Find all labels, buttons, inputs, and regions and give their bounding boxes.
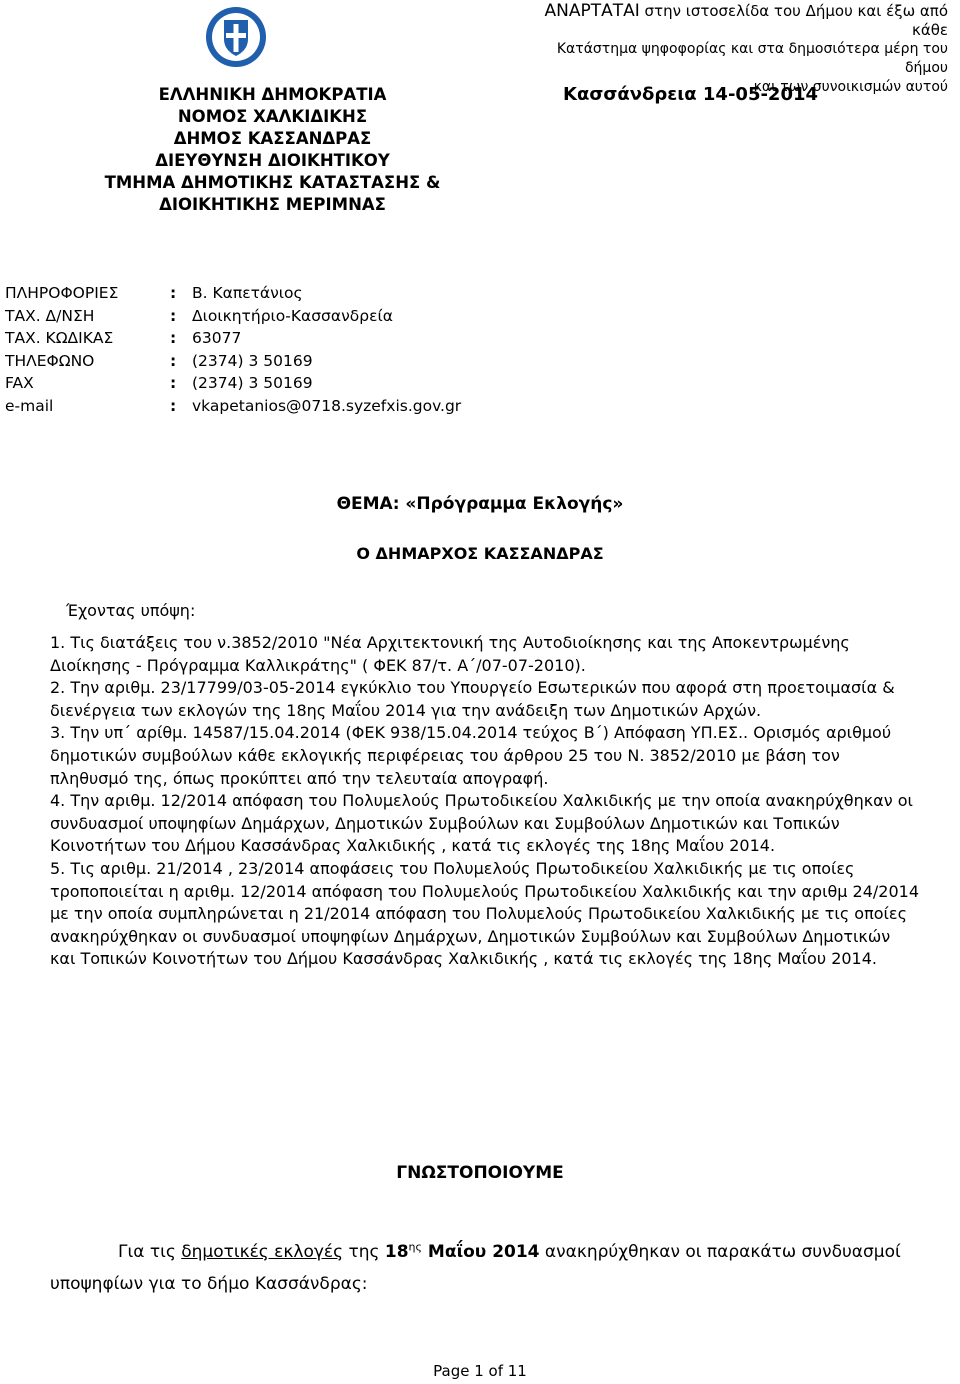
info-value: Διοικητήριο-Κασσανδρεία	[192, 306, 393, 325]
legal-basis-item: 1. Τις διατάξεις του ν.3852/2010 "Νέα Αρχιτεκτονική της Αυτοδιοίκησης και της Αποκεντρωμένης Διοίκησης - Πρόγραμμα Καλλικράτης" ( ΦΕΚ 87/τ. Α΄/07-07-2010).	[50, 633, 850, 675]
election-month: Μαΐου 2014	[421, 1242, 540, 1262]
info-colon: :	[170, 306, 177, 325]
final-text: της	[343, 1242, 385, 1262]
announcement-heading: ΓΝΩΣΤΟΠΟΙΟΥΜΕ	[396, 1163, 564, 1183]
final-line-1	[50, 1236, 960, 1268]
election-day: 18	[384, 1242, 409, 1262]
notice-line3: και των συνοικισμών αυτού	[753, 79, 948, 95]
final-text: Για τις	[118, 1242, 182, 1262]
notice-caps: ΑΝΑΡΤΑΤΑΙ	[544, 1, 640, 21]
posting-notice	[518, 2, 948, 97]
info-label: ΠΛΗΡΟΦΟΡΙΕΣ	[5, 284, 119, 302]
info-colon: :	[170, 284, 177, 302]
final-line-2: υποψηφίων για το δήμο Κασσάνδρας:	[50, 1274, 368, 1294]
greek-emblem-icon	[205, 6, 267, 68]
info-label: e-mail	[5, 396, 54, 415]
info-row	[5, 372, 461, 395]
info-colon: :	[170, 329, 177, 347]
email-value: vkapetanios@0718.syzefxis.gov.gr	[192, 396, 462, 415]
legal-basis-item: 5. Τις αριθμ. 21/2014 , 23/2014 αποφάσεις του Πολυμελούς Πρωτοδικείου Χαλκιδικής με τις οποίες τροποποιείται η αριθμ. 12/2014 απόφαση του Πολυμελούς Πρωτοδικείου Χαλκιδικής και την αριθμ 24/2014 με την οποία συμπληρώνεται η 21/2014 απόφαση του Πολυμελούς Πρωτοδικείου Χαλκιδικής με τις οποίες ανακηρύχθηκαν οι συνδυασμοί υποψηφίων Δημάρχων, Δημοτικών Συμβούλων και Συμβούλων Δημοτικών και Τοπικών Κοινοτήτων του Δήμου Κασσάνδρας Χαλκιδικής , κατά τις εκλογές της 18ης Μαΐου 2014.	[50, 858, 920, 969]
info-label: ΤΑΧ. Δ/ΝΣΗ	[5, 306, 95, 325]
info-value: 63077	[192, 329, 242, 347]
contact-info	[5, 282, 461, 417]
info-colon: :	[170, 351, 177, 370]
info-row	[5, 350, 461, 373]
info-value: Β. Καπετάνιος	[192, 284, 303, 302]
header-line: ΔΗΜΟΣ ΚΑΣΣΑΝΔΡΑΣ	[173, 129, 372, 148]
info-row	[5, 305, 461, 328]
info-row	[5, 327, 461, 350]
legal-basis-item: 2. Την αριθμ. 23/17799/03-05-2014 εγκύκλιο του Υπουργείο Εσωτερικών που αφορά στη προετοιμασία & διενέργεια των εκλογών της 18ης Μαΐου 2014 για την ανάδειξη των Δημοτικών Αρχών.	[50, 678, 895, 720]
info-value: (2374) 3 50169	[192, 351, 313, 370]
legal-basis-item: 4. Την αριθμ. 12/2014 απόφαση του Πολυμελούς Πρωτοδικείου Χαλκιδικής με την οποία ανακηρύχθηκαν οι συνδυασμοί υποψηφίων Δημάρχων, Δημοτικών Συμβούλων και Συμβούλων Δημοτικών και Τοπικών Κοινοτήτων του Δήμου Κασσάνδρας Χαλκιδικής , κατά τις εκλογές της 18ης Μαΐου 2014.	[50, 791, 913, 856]
day-ordinal: ης	[408, 1240, 422, 1254]
final-paragraph	[50, 1236, 960, 1300]
info-value: (2374) 3 50169	[192, 374, 313, 392]
authority-header	[90, 84, 455, 216]
info-label: ΤΑΧ. ΚΩΔΙΚΑΣ	[5, 329, 114, 347]
info-label: FAX	[5, 374, 34, 392]
notice-line2: Κατάστημα ψηφοφορίας και στα δημοσιότερα μέρη του δήμου	[556, 41, 948, 76]
header-line: ΝΟΜΟΣ ΧΑΛΚΙΔΙΚΗΣ	[177, 107, 368, 126]
info-row	[5, 395, 461, 418]
notice-line1: στην ιστοσελίδα του Δήμου και έξω από κάθε	[639, 2, 948, 39]
mayor-heading: Ο ΔΗΜΑΡΧΟΣ ΚΑΣΣΑΝΔΡΑΣ	[356, 544, 604, 563]
legal-basis-item: 3. Την υπ΄ αρίθμ. 14587/15.04.2014 (ΦΕΚ 938/15.04.2014 τεύχος Β΄) Απόφαση ΥΠ.ΕΣ.. Ορισμός αριθμού δημοτικών συμβούλων κάθε εκλογικής περιφέρειας του άρθρου 25 του Ν. 3852/2010 με βάση τον πληθυσμό της, όπως προκύπτει από την τελευταία απογραφή.	[50, 723, 892, 788]
document-subject: ΘΕΜΑ: «Πρόγραμμα Εκλογής»	[336, 494, 624, 514]
info-colon: :	[170, 396, 177, 415]
header-line: ΕΛΛΗΝΙΚΗ ΔΗΜΟΚΡΑΤΙΑ	[158, 85, 387, 104]
page-number: Page 1 of 11	[433, 1362, 527, 1380]
header-line: ΔΙΕΥΘΥΝΣΗ ΔΙΟΙΚΗΤΙΚΟΥ	[155, 151, 390, 170]
final-text: ανακηρύχθηκαν οι παρακάτω συνδυασμοί	[539, 1242, 901, 1262]
place-date: Κασσάνδρεια 14-05-2014	[563, 84, 819, 105]
header-line: ΔΙΟΙΚΗΤΙΚΗΣ ΜΕΡΙΜΝΑΣ	[159, 195, 386, 214]
info-label: ΤΗΛΕΦΩΝΟ	[5, 351, 95, 370]
header-line: ΤΜΗΜΑ ΔΗΜΟΤΙΚΗΣ ΚΑΤΑΣΤΑΣΗΣ &	[104, 173, 441, 192]
having-regard-label: Έχοντας υπόψη:	[66, 601, 196, 620]
municipal-elections-link[interactable]: δημοτικές εκλογές	[181, 1242, 344, 1262]
legal-basis-list	[50, 632, 920, 971]
info-colon: :	[170, 374, 177, 392]
info-row	[5, 282, 461, 305]
